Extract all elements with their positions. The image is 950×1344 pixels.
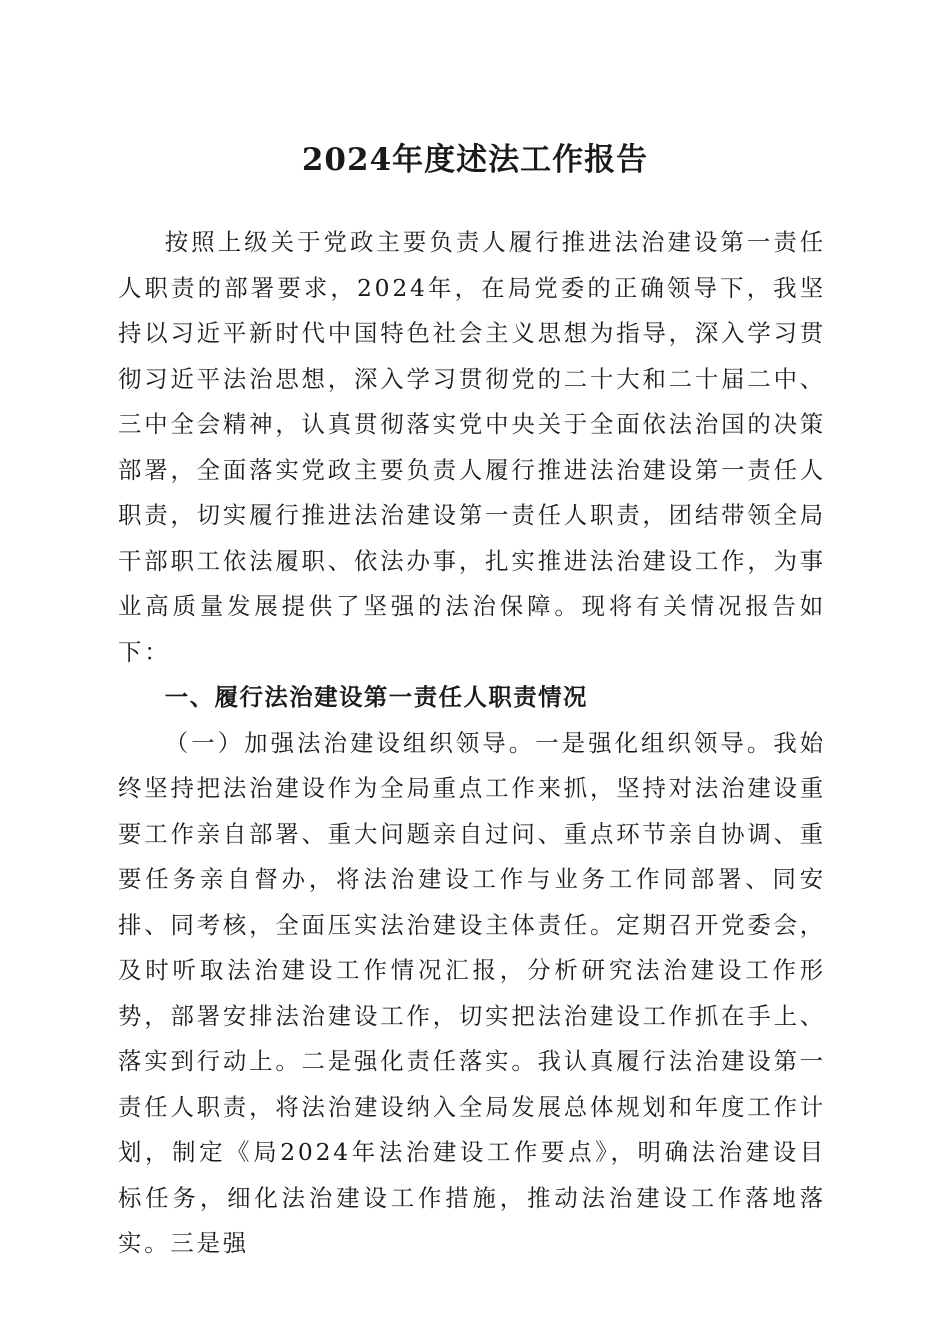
document-title: 2024年度述法工作报告: [301, 142, 649, 178]
intro-paragraph: 按照上级关于党政主要负责人履行推进法治建设第一责任人职责的部署要求，2024年，在局党委的正确领导下，我坚持以习近平新时代中国特色社会主义思想为指导，深入学习贯彻习近平法治思想，深入学习贯彻党的二十大和二十届二中、三中全会精神，认真贯彻落实党中央关于全面依法治国的决策部署，全面落实党政主要负责人履行推进法治建设第一责任人职责，切实履行推进法治建设第一责任人职责，团结带领全局干部职工依法履职、依法办事，扎实推进法治建设工作，为事业高质量发展提供了坚强的法治保障。现将有关情况报告如下：: [118, 228, 826, 666]
subsection-lead: （一）加强法治建设组织领导。: [164, 728, 536, 757]
section-heading: 一、履行法治建设第一责任人职责情况: [164, 683, 588, 711]
subsection-text: 一是强化组织领导。我始终坚持把法治建设作为全局重点工作来抓，坚持对法治建设重要工作亲自部署、重大问题亲自过问、重点环节亲自协调、重要任务亲自督办，将法治建设工作与业务工作同部署、同安排、同考核，全面压实法治建设主体责任。定期召开党委会，及时听取法治建设工作情况汇报，分析研究法治建设工作形势，部署安排法治建设工作，切实把法治建设工作抓在手上、落实到行动上。二是强化责任落实。我认真履行法治建设第一责任人职责，将法治建设纳入全局发展总体规划和年度工作计划，制定《局2024年法治建设工作要点》，明确法治建设目标任务，细化法治建设工作措施，推动法治建设工作落地落实。三是强: [118, 728, 826, 1257]
document-body: [118, 220, 826, 1267]
subsection-paragraph: [118, 721, 826, 1267]
